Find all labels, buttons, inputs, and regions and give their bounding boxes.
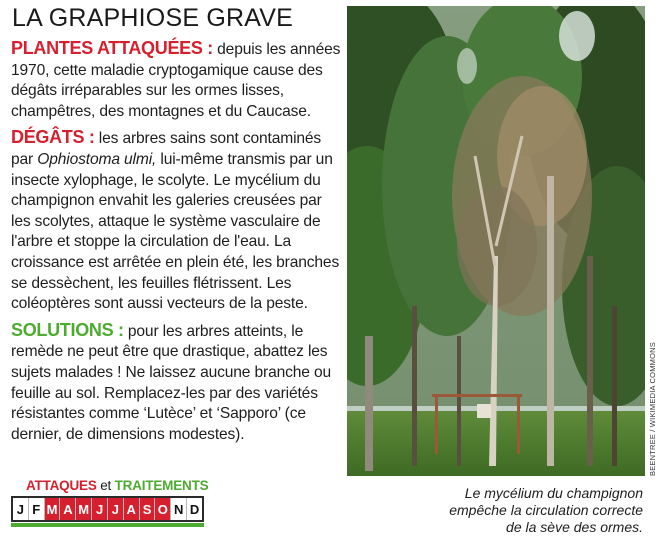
section-text-solutions: pour les arbres atteints, le remède ne peut être que drastique, abattez les sujets malades ! Ne laissez aucune branche ou feuille au sol. Remplacez-les par des variétés résistantes comme ‘Lutèce’ et ‘Sapporo’ (ce dernier, de dimensions modestes).	[11, 322, 332, 443]
legend-header	[11, 477, 209, 494]
legend-et: et	[100, 478, 112, 493]
legend-attaques: ATTAQUES	[26, 478, 97, 493]
photo-caption	[383, 485, 643, 536]
caption-line-2: empêche la circulation correcte	[449, 502, 643, 518]
section-label-solutions: SOLUTIONS :	[11, 319, 124, 340]
section-text-degats-b: lui-même transmis par un insecte xylophage, le scolyte. Le mycélium du champignon envahit les galeries creusées par les scolytes, attaque le système vasculaire de l'arbre et stoppe la circulation de l'eau. La croissance est arrêtée en plein été, les branches se dessèchent, les feuilles flétrissent. Les coléoptères sont aussi vecteurs de la peste.	[11, 150, 340, 313]
month-calendar	[11, 496, 204, 522]
section-plantes	[11, 38, 341, 122]
month-cell: J	[108, 498, 124, 520]
elm-trees-photo	[347, 6, 645, 476]
species-name: Ophiostoma ulmi,	[37, 150, 157, 168]
section-text-plantes: depuis les années 1970, cette maladie cryptogamique cause des dégâts irréparables sur les ormes lisses, champêtres, des montagnes et du Caucase.	[11, 41, 341, 120]
month-cell: J	[13, 498, 29, 520]
treatment-bar	[11, 523, 204, 527]
month-cell: S	[140, 498, 156, 520]
section-text-degats-a: les arbres sains sont contaminés par	[11, 130, 322, 168]
legend-traitements: TRAITEMENTS	[114, 478, 209, 493]
month-cell: M	[76, 498, 92, 520]
month-cell: D	[187, 498, 202, 520]
month-cell: A	[60, 498, 76, 520]
month-cell: M	[45, 498, 61, 520]
section-label-degats: DÉGÂTS :	[11, 127, 95, 148]
section-solutions	[11, 320, 341, 446]
page-title: LA GRAPHIOSE GRAVE	[12, 4, 294, 32]
section-label-plantes: PLANTES ATTAQUÉES :	[11, 38, 213, 58]
month-cell: O	[155, 498, 171, 520]
month-cell: A	[124, 498, 140, 520]
section-degats	[11, 127, 341, 314]
photo-credit: BEENTREE / WIKIMEDIA COMMONS	[648, 342, 657, 476]
month-cell: N	[171, 498, 187, 520]
calendar-legend	[11, 477, 209, 527]
caption-line-1: Le mycélium du champignon	[464, 485, 643, 501]
caption-line-3: de la sève des ormes.	[506, 519, 643, 535]
month-cell: F	[29, 498, 45, 520]
article-body	[11, 38, 341, 450]
month-cell: J	[92, 498, 108, 520]
